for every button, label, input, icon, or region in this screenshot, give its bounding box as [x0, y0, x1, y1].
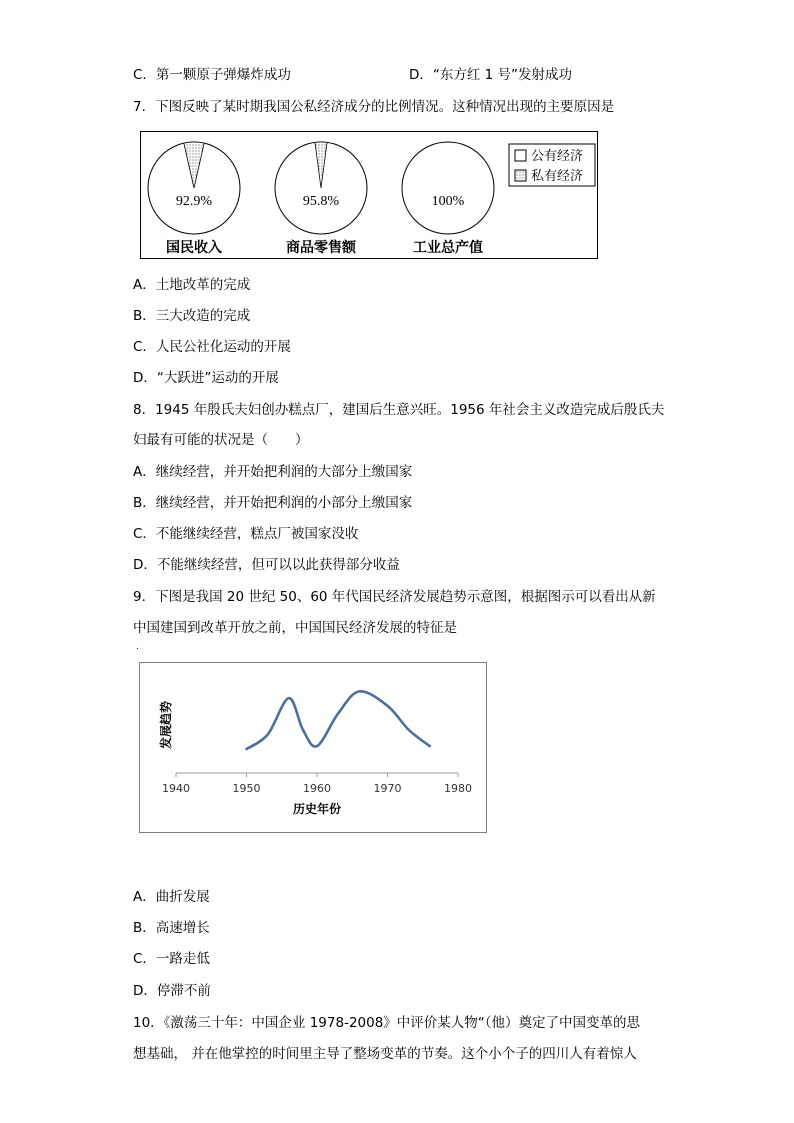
q9-stem-line2: 中国建国到改革开放之前，中国国民经济发展的特征是 — [133, 620, 457, 636]
legend-private-swatch — [515, 170, 526, 181]
q7-option-c: C．人民公社化运动的开展 — [133, 339, 291, 355]
pie-label-2: 工业总产值 — [413, 240, 483, 256]
q9-dot: . — [136, 642, 139, 652]
q9-option-c: C．一路走低 — [133, 951, 210, 967]
q8-option-a: A．继续经营，并开始把利润的大部分上缴国家 — [133, 464, 413, 480]
pie-value-1: 95.8% — [302, 194, 340, 209]
q8-option-d: D．不能继续经营，但可以以此获得部分收益 — [133, 557, 400, 573]
x-tick-label-4: 1980 — [444, 782, 472, 795]
pie-circle-2 — [402, 142, 494, 234]
q8-stem-line1: 8．1945 年殷氏夫妇创办糕点厂，建国后生意兴旺。1956 年社会主义改造完成后殷氏夫 — [133, 402, 665, 418]
pie-label-0: 国民收入 — [166, 240, 222, 256]
q7-pie-figure — [140, 131, 598, 259]
y-axis-label: 发展趋势 — [159, 700, 173, 750]
q9-stem-line1: 9．下图是我国 20 世纪 50、60 年代国民经济发展趋势示意图，根据图示可以看出从新 — [133, 589, 656, 605]
pie-label-1: 商品零售额 — [286, 240, 356, 256]
q9-option-a: A．曲折发展 — [133, 889, 210, 905]
q10-line2: 想基础， 并在他掌控的时间里主导了整场变革的节奏。这个小个子的四川人有着惊人 — [133, 1046, 637, 1062]
x-tick-label-3: 1970 — [373, 782, 402, 795]
legend-public-label: 公有经济 — [531, 149, 584, 164]
q8-option-b: B．继续经营，并开始把利润的小部分上缴国家 — [133, 495, 413, 511]
q7-option-a: A．土地改革的完成 — [133, 277, 251, 293]
pie-value-2: 100% — [431, 194, 465, 209]
q7-option-d: D．“大跃进”运动的开展 — [133, 370, 279, 386]
q9-line-chart — [139, 662, 487, 833]
legend-public-swatch — [515, 150, 526, 161]
q9-option-d: D．停滞不前 — [133, 983, 211, 999]
q7-stem: 7．下图反映了某时期我国公私经济成分的比例情况。这种情况出现的主要原因是 — [133, 99, 615, 115]
q6-option-d: D．“东方红 1 号”发射成功 — [409, 67, 573, 83]
q7-pie-svg — [141, 132, 599, 260]
q8-option-c: C．不能继续经营，糕点厂被国家没收 — [133, 526, 359, 542]
pie-value-0: 92.9% — [175, 194, 213, 209]
x-tick-label-2: 1960 — [303, 782, 331, 795]
q10-line1: 10．《激荡三十年：中国企业 1978-2008》中评价某人物“（他）奠定了中国变革的思 — [133, 1015, 641, 1031]
x-tick-label-0: 1940 — [162, 782, 190, 795]
q8-stem-line2: 妇最有可能的状况是（ ） — [133, 432, 309, 448]
q7-option-b: B．三大改造的完成 — [133, 308, 251, 324]
series-line-0 — [247, 691, 430, 749]
x-axis-label: 历史年份 — [292, 802, 342, 816]
x-tick-label-1: 1950 — [232, 782, 261, 795]
q9-option-b: B．高速增长 — [133, 920, 210, 936]
q6-option-c: C．第一颗原子弹爆炸成功 — [133, 67, 291, 83]
q9-chart-svg — [140, 663, 488, 834]
legend-private-label: 私有经济 — [531, 169, 584, 184]
